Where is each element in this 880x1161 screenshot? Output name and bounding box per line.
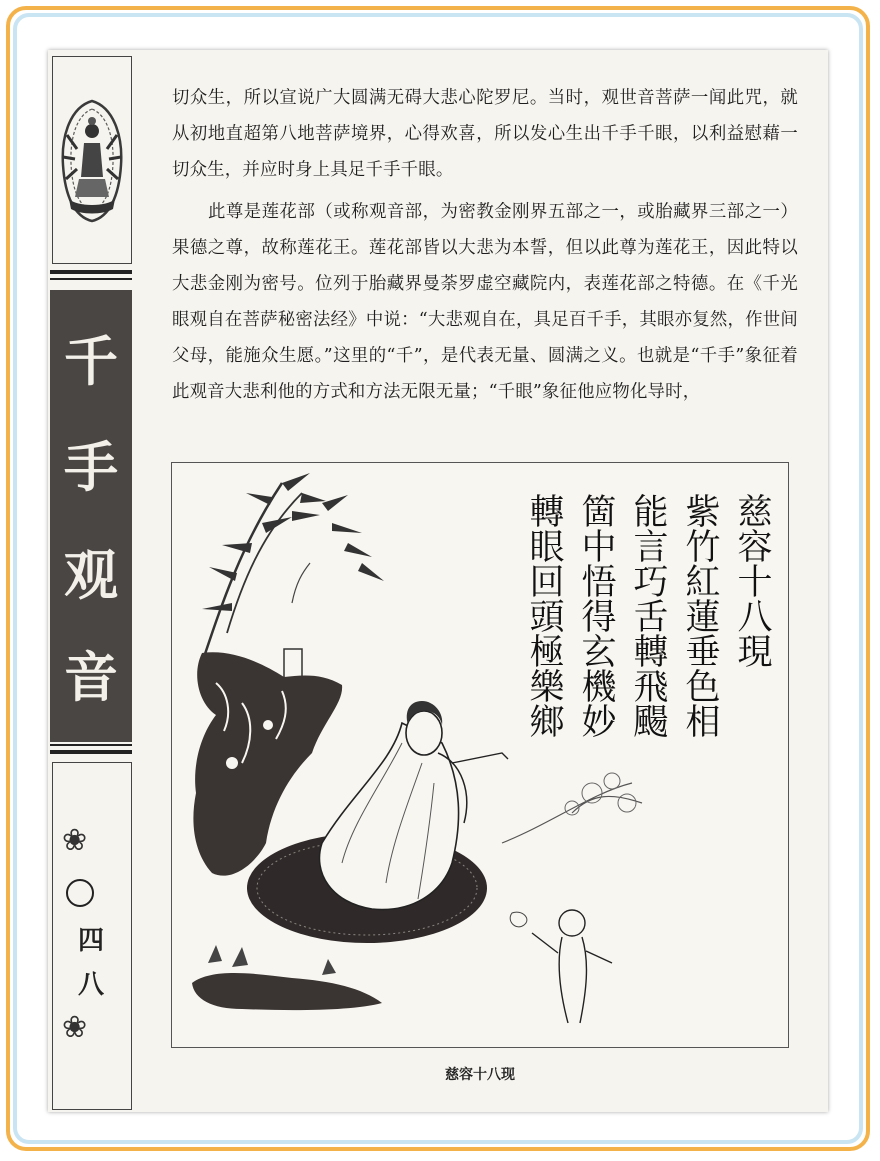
flower-icon: ❀	[62, 823, 88, 858]
guanyin-illustration	[171, 462, 789, 1048]
sidebar-rule	[50, 278, 132, 280]
vertical-title-panel	[50, 290, 132, 742]
poem-line: 能言巧舌轉飛颺	[628, 493, 668, 738]
poem-line: 箇中悟得玄機妙	[576, 493, 616, 738]
title-char: 观	[64, 543, 118, 607]
paragraph: 切众生，所以宣说广大圆满无碍大悲心陀罗尼。当时，观世音菩萨一闻此咒，就从初地直超第八地菩萨境界，心得欢喜，所以发心生出千手千眼，以利益慰藉一切众生，并应时身上具足千手千眼。	[172, 88, 798, 180]
page-number-char: 四	[77, 926, 104, 956]
flower-icon: ❀	[62, 1010, 88, 1045]
sidebar-rule	[50, 744, 132, 746]
body-text	[172, 80, 798, 410]
page-number-zero-mark	[66, 879, 94, 907]
poem-line: 轉眼回頭極樂鄉	[524, 493, 564, 738]
title-char: 手	[64, 435, 118, 499]
illustration-caption: 慈容十八现	[445, 1067, 515, 1083]
bodhisattva-emblem-icon	[53, 57, 131, 263]
sidebar-emblem-box	[52, 56, 132, 264]
page-number-char: 八	[77, 970, 104, 1000]
paragraph: 此尊是莲花部（或称观音部，为密教金刚界五部之一，或胎藏界三部之一）果德之尊，故称莲花王。莲花部皆以大悲为本誓，但以此尊为莲花王，因此特以大悲金刚为密号。位列于胎藏界曼荼罗虚空藏院内，表莲花部之特德。在《千光眼观自在菩萨秘密法经》中说：“大悲观自在，具足百千手，其眼亦复然，作世间父母，能施众生愿。”这里的“千”，是代表无量、圆满之义。也就是“千手”象征着此观音大悲利他的方式和方法无限无量；“千眼”象征他应物化导时，	[172, 202, 798, 402]
sidebar-rule	[50, 270, 132, 274]
title-char: 千	[64, 329, 118, 393]
title-char: 音	[64, 645, 118, 709]
poem-line: 慈容十八現	[732, 493, 772, 668]
poem-line: 紫竹紅蓮垂色相	[680, 493, 720, 738]
sidebar-rule	[50, 750, 132, 754]
